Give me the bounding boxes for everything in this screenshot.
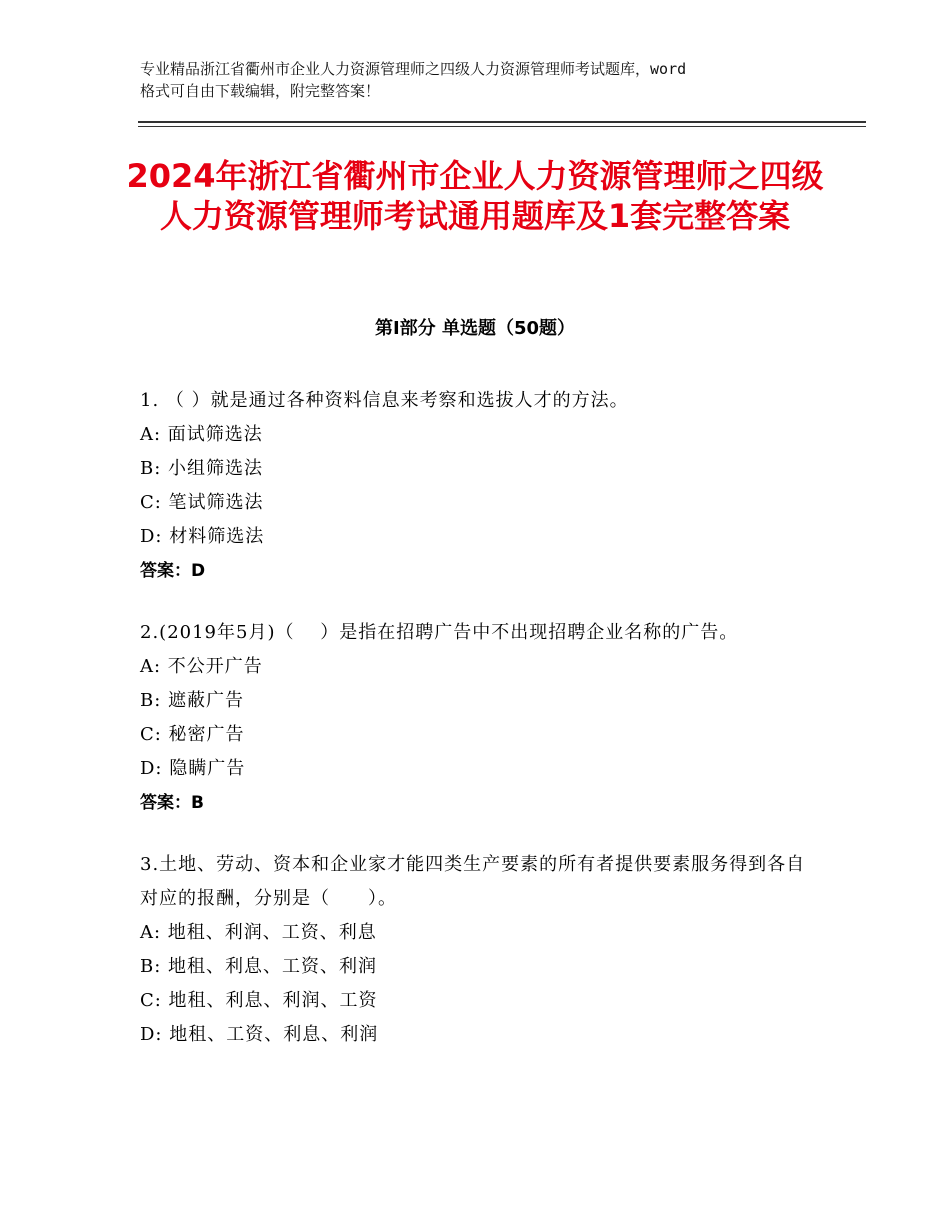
question-3 xyxy=(140,848,820,1052)
option-d: D: 地租、工资、利息、利润 xyxy=(140,1024,379,1045)
option-c: C: 笔试筛选法 xyxy=(140,492,264,513)
header-note-line-1: 专业精品浙江省衢州市企业人力资源管理师之四级人力资源管理师考试题库，word xyxy=(140,60,687,78)
answer-label: 答案：D xyxy=(140,561,206,581)
option-b: B: 遮蔽广告 xyxy=(140,690,245,711)
header-rule-thick xyxy=(138,121,866,123)
option-d: D: 隐瞒广告 xyxy=(140,758,246,779)
option-b: B: 小组筛选法 xyxy=(140,458,264,479)
question-2 xyxy=(140,616,820,820)
header-note xyxy=(140,58,830,102)
option-d: D: 材料筛选法 xyxy=(140,526,265,547)
section-heading: 第Ⅰ部分 单选题（50题） xyxy=(374,318,575,339)
option-a: A: 地租、利润、工资、利息 xyxy=(140,922,377,943)
question-1 xyxy=(140,384,820,588)
option-a: A: 不公开广告 xyxy=(140,656,263,677)
question-stem: 3.土地、劳动、资本和企业家才能四类生产要素的所有者提供要素服务得到各自对应的报酬，分别是（ ）。 xyxy=(140,854,806,909)
header-note-line-2: 格式可自由下载编辑，附完整答案！ xyxy=(140,82,381,100)
option-c: C: 地租、利息、利润、工资 xyxy=(140,990,378,1011)
option-a: A: 面试筛选法 xyxy=(140,424,263,445)
document-title: 2024年浙江省衢州市企业人力资源管理师之四级人力资源管理师考试通用题库及1套完整答案 xyxy=(126,157,824,235)
option-c: C: 秘密广告 xyxy=(140,724,245,745)
question-stem: 2.(2019年5月)（ ）是指在招聘广告中不出现招聘企业名称的广告。 xyxy=(140,622,739,643)
answer-label: 答案：B xyxy=(140,793,204,813)
header-rule-thin xyxy=(138,126,866,127)
option-b: B: 地租、利息、工资、利润 xyxy=(140,956,378,977)
question-stem: 1. （ ）就是通过各种资料信息来考察和选拔人才的方法。 xyxy=(140,390,629,411)
question-list xyxy=(140,384,820,1080)
